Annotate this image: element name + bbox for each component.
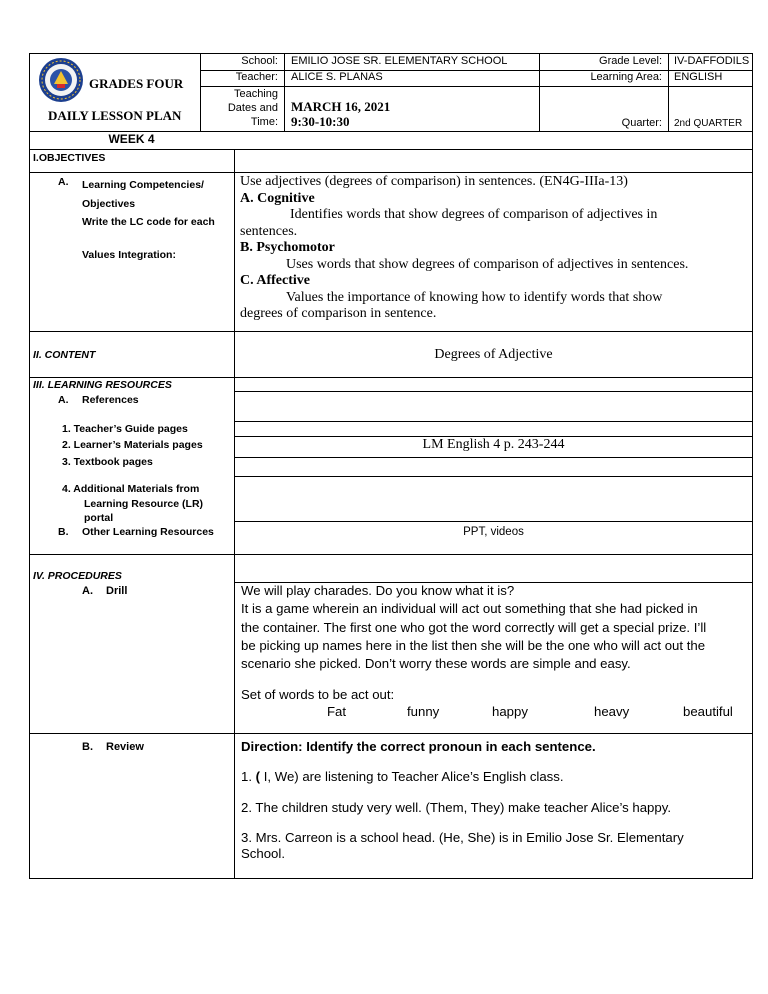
table-right-border	[752, 53, 753, 879]
drill-line: the container. The first one who got the word correctly will get a special prize. I’ll	[241, 619, 707, 635]
affective-title: C. Affective	[240, 273, 310, 288]
row-line	[234, 476, 753, 477]
row-line	[234, 421, 753, 422]
teacher-label: Teacher:	[235, 71, 278, 83]
additional-materials-label: 4. Additional Materials from Learning Resource (LR) portal	[62, 483, 204, 524]
cognitive-line: Identifies words that show degrees of comparison of adjectives in	[290, 207, 658, 222]
word-item: happy	[492, 704, 528, 719]
learners-materials-value: LM English 4 p. 243-244	[422, 437, 565, 452]
table-left-border	[29, 53, 30, 879]
learning-area-label: Learning Area:	[590, 71, 662, 83]
content-heading: II. CONTENT	[33, 349, 96, 361]
learning-area-value: ENGLISH	[674, 71, 723, 83]
procedures-heading: IV. PROCEDURES	[33, 570, 122, 582]
review-letter: B.	[82, 741, 93, 753]
review-label: Review	[106, 741, 144, 753]
learners-materials-label: 2. Learner’s Materials pages	[62, 439, 203, 451]
other-resources-label: Other Learning Resources	[82, 526, 214, 538]
quarter-value: 2nd QUARTER	[674, 118, 743, 129]
objectives-a-letter: A.	[58, 176, 69, 188]
cognitive-title: A. Cognitive	[240, 190, 315, 206]
header-top-border	[29, 53, 753, 54]
header-row-line	[200, 86, 753, 87]
grade-label: Grade Level:	[599, 55, 662, 67]
row-line	[29, 149, 753, 150]
header-divider	[284, 53, 285, 132]
affective-line: Values the importance of knowing how to identify words that show	[286, 289, 663, 305]
references-label: References	[82, 394, 139, 406]
objectives-heading: I.OBJECTIVES	[33, 152, 106, 164]
time-value: 9:30-10:30	[291, 114, 350, 129]
row-line	[234, 391, 753, 392]
set-of-words-label: Set of words to be act out:	[241, 687, 395, 702]
drill-line: be picking up names here in the list then she will be the one who will act out the	[241, 637, 706, 653]
review-item-1: 1. ( I, We) are listening to Teacher Alice’s English class.	[241, 769, 564, 784]
quarter-label: Quarter:	[621, 117, 662, 129]
teachers-guide-label: 1. Teacher’s Guide pages	[62, 423, 188, 435]
drill-text	[241, 582, 751, 673]
row-line	[29, 733, 753, 734]
school-value: EMILIO JOSE SR. ELEMENTARY SCHOOL	[291, 55, 508, 67]
row-line	[29, 331, 753, 332]
row-line	[234, 521, 753, 522]
word-item: Fat	[327, 704, 347, 719]
other-resources-letter: B.	[58, 526, 69, 538]
table-bottom-border	[29, 878, 753, 879]
week-label: WEEK 4	[108, 132, 155, 146]
review-direction: Direction: Identify the correct pronoun in each sentence.	[241, 739, 596, 754]
resources-heading: III. LEARNING RESOURCES	[33, 379, 172, 391]
textbook-label: 3. Textbook pages	[62, 456, 153, 468]
date-value: MARCH 16, 2021	[291, 99, 391, 114]
review-item-2: 2. The children study very well. (Them, They) make teacher Alice’s happy.	[241, 800, 672, 815]
content-value: Degrees of Adjective	[434, 347, 553, 362]
row-line	[29, 377, 753, 378]
values-integration-label: Values Integration:	[82, 249, 176, 261]
deped-seal-logo	[38, 57, 84, 103]
header-title-grades: GRADES FOUR	[89, 76, 184, 91]
word-item: funny	[407, 704, 440, 719]
psychomotor-title: B. Psychomotor	[240, 240, 335, 255]
teacher-value: ALICE S. PLANAS	[291, 71, 383, 83]
lc-line: Use adjectives (degrees of comparison) in sentences. (EN4G-IIIa-13)	[240, 174, 628, 189]
word-item: heavy	[594, 704, 630, 719]
learning-competencies-label: Learning Competencies/ Objectives Write the LC code for each	[82, 179, 215, 228]
row-line	[29, 554, 753, 555]
drill-line: We will play charades. Do you know what it is?	[241, 583, 515, 598]
drill-label: Drill	[106, 585, 128, 597]
objectives-text: Use adjectives (degrees of comparison) in sentences. (EN4G-IIIa-13) A. Cognitive Identifies words that show degrees of comparison of adjectives in sentences. B. Psychomotor Uses words that show degrees of comparison of adjectives in sentences. C. Affective Values the importance of knowing how to identify words that show degrees of comparison in sentence.	[240, 174, 750, 323]
drill-line: It is a game wherein an individual will act out something that she had picked in	[241, 601, 698, 617]
school-label: School:	[241, 55, 278, 67]
drill-line: scenario she picked. Don’t worry these words are simple and easy.	[241, 656, 631, 672]
word-item: beautiful	[683, 704, 733, 719]
header-title-dlp: DAILY LESSON PLAN	[48, 108, 182, 123]
references-letter: A.	[58, 394, 69, 406]
body-column-divider	[234, 149, 235, 879]
row-line	[234, 457, 753, 458]
drill-letter: A.	[82, 585, 93, 597]
psychomotor-line: Uses words that show degrees of comparison of adjectives in sentences.	[286, 256, 689, 272]
review-item-3: 3. Mrs. Carreon is a school head. (He, She) is in Emilio Jose Sr. Elementary School.	[241, 830, 684, 861]
teaching-dates-label: Teaching Dates and Time:	[227, 88, 278, 128]
row-line	[29, 172, 753, 173]
grade-value: IV-DAFFODILS	[674, 55, 750, 67]
header-row-line	[200, 70, 753, 71]
header-divider	[668, 53, 669, 132]
other-resources-value: PPT, videos	[463, 526, 524, 538]
